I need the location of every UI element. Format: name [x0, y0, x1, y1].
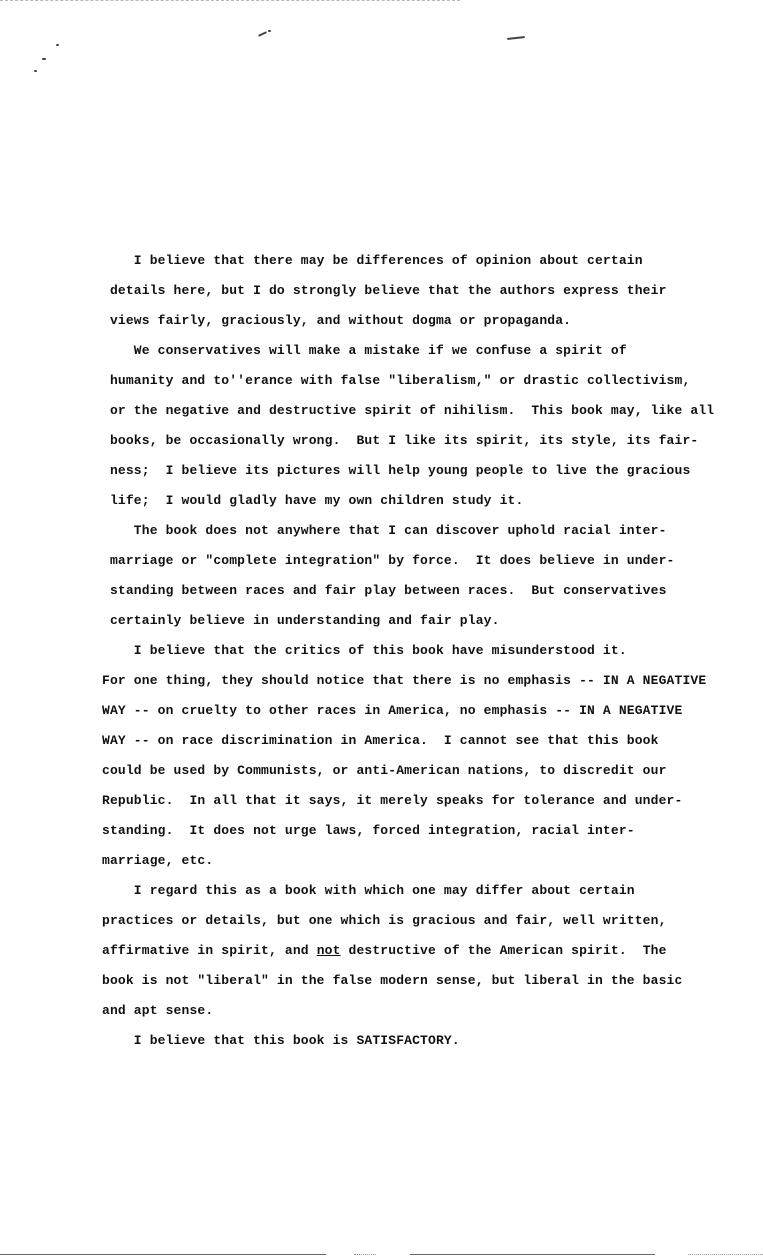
- text-line: The book does not anywhere that I can discover uphold racial inter-: [102, 523, 667, 538]
- top-dashed-rule: [0, 0, 460, 1]
- text-line: WAY -- on cruelty to other races in America, no emphasis -- IN A NEGATIVE: [102, 703, 683, 718]
- text-line: I regard this as a book with which one may differ about certain: [102, 883, 635, 898]
- text-line: I believe that this book is SATISFACTORY.: [102, 1033, 460, 1048]
- text-line: and apt sense.: [102, 1003, 214, 1018]
- text-line: could be used by Communists, or anti-American nations, to discredit our: [102, 763, 667, 778]
- text-line: Republic. In all that it says, it merely speaks for tolerance and under-: [102, 793, 683, 808]
- text-line: humanity and to''erance with false "liberalism," or drastic collectivism,: [102, 373, 691, 388]
- text-line-with-underline: [102, 936, 692, 966]
- text-line: standing between races and fair play between races. But conservatives: [102, 583, 667, 598]
- paragraph-1: [102, 246, 692, 336]
- text-line: life; I would gladly have my own children study it.: [102, 493, 524, 508]
- text-line: books, be occasionally wrong. But I like its spirit, its style, its fair-: [102, 433, 699, 448]
- paragraph-6: [102, 1026, 692, 1056]
- text-line: book is not "liberal" in the false modern sense, but liberal in the basic: [102, 973, 683, 988]
- text-line: For one thing, they should notice that there is no emphasis -- IN A NEGATIVE: [102, 673, 707, 688]
- text-line: details here, but I do strongly believe that the authors express their: [102, 283, 667, 298]
- text-line: I believe that the critics of this book have misunderstood it.: [102, 643, 627, 658]
- paragraph-4: [102, 636, 707, 876]
- text-segment: affirmative in spirit, and: [102, 943, 317, 958]
- paragraph-2: [102, 336, 715, 516]
- text-line: WAY -- on race discrimination in America. I cannot see that this book: [102, 733, 659, 748]
- text-segment: destructive of the American spirit. The: [340, 943, 667, 958]
- text-line: I believe that there may be differences of opinion about certain: [102, 253, 643, 268]
- bottom-rule-center: [410, 1254, 655, 1255]
- bottom-rule-dotted-right: [688, 1254, 763, 1255]
- bottom-rule-dotted-mid: [354, 1254, 376, 1255]
- paragraph-5: [102, 876, 692, 1026]
- text-line: standing. It does not urge laws, forced integration, racial inter-: [102, 823, 635, 838]
- letter-body: [102, 246, 715, 1056]
- text-line: or the negative and destructive spirit of nihilism. This book may, like all: [102, 403, 715, 418]
- bottom-rule-left: [0, 1254, 326, 1255]
- paragraph-3: [102, 516, 692, 636]
- text-line: ness; I believe its pictures will help young people to live the gracious: [102, 463, 691, 478]
- text-line: certainly believe in understanding and fair play.: [102, 613, 500, 628]
- text-line: marriage, etc.: [102, 853, 214, 868]
- underlined-word: not: [316, 943, 341, 958]
- text-line: marriage or "complete integration" by force. It does believe in under-: [102, 553, 675, 568]
- text-line: We conservatives will make a mistake if we confuse a spirit of: [102, 343, 627, 358]
- text-line: practices or details, but one which is gracious and fair, well written,: [102, 913, 667, 928]
- text-line: views fairly, graciously, and without dogma or propaganda.: [102, 313, 572, 328]
